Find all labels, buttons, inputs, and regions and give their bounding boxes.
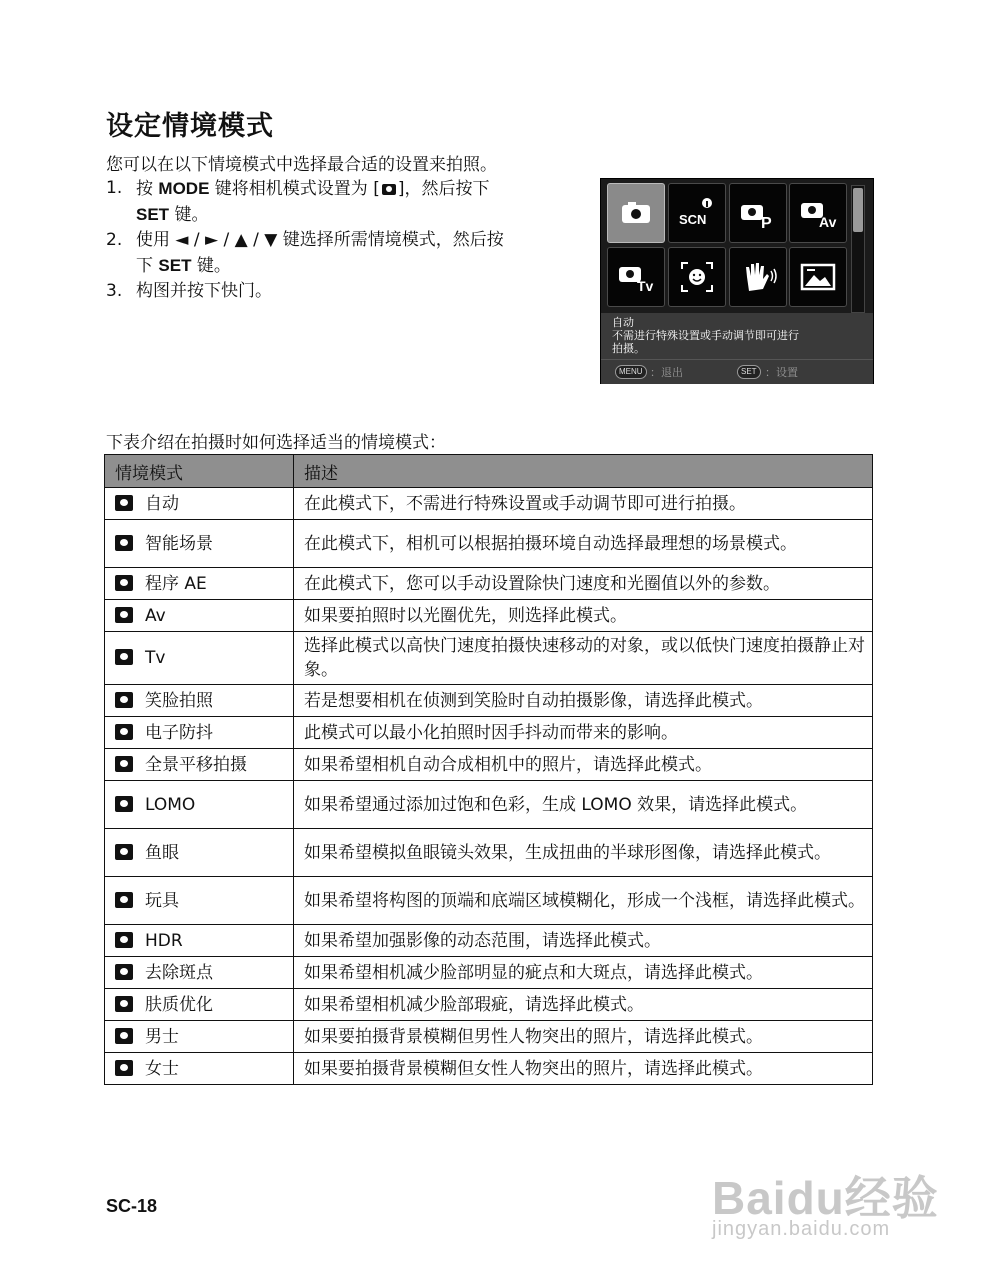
auto-icon: [115, 495, 133, 511]
desc-cell: 选择此模式以高快门速度拍摄快速移动的对象，或以低快门速度拍摄静止对象。: [294, 632, 873, 685]
step-text: 下: [136, 256, 159, 276]
mode-label: 笑脸拍照: [145, 690, 213, 711]
mode-key: MODE: [158, 179, 210, 198]
mode-cell: [105, 925, 294, 957]
mode-label: 玩具: [145, 890, 179, 911]
woman-icon: [115, 1060, 133, 1076]
hdr-icon: [115, 932, 133, 948]
scene-mode-table: [104, 454, 873, 1085]
mode-label: 鱼眼: [145, 842, 179, 863]
desc-cell: 如果希望相机减少脸部明显的疵点和大斑点，请选择此模式。: [294, 957, 873, 989]
table-header-row: [105, 455, 873, 488]
camera-screen: [600, 178, 874, 384]
av-icon: [115, 607, 133, 623]
auto-icon[interactable]: [607, 183, 665, 243]
table-row: [105, 685, 873, 717]
set-button[interactable]: SET: [737, 365, 761, 379]
desc-cell: 在此模式下，不需进行特殊设置或手动调节即可进行拍摄。: [294, 488, 873, 520]
set-label: ：设置: [765, 366, 798, 379]
desc-cell: 若是想要相机在侦测到笑脸时自动拍摄影像，请选择此模式。: [294, 685, 873, 717]
table-row: [105, 877, 873, 925]
desc-cell: 此模式可以最小化拍照时因手抖动而带来的影响。: [294, 717, 873, 749]
scroll-thumb[interactable]: [853, 188, 863, 232]
program-label: P: [761, 215, 772, 231]
mode-label: 女士: [145, 1058, 179, 1079]
panorama-icon[interactable]: [789, 247, 847, 307]
table-row: [105, 749, 873, 781]
mode-label: HDR: [145, 930, 183, 951]
step-text: 按: [136, 179, 159, 199]
page-title: 设定情境模式: [106, 111, 274, 142]
mode-cell: [105, 957, 294, 989]
table-row: [105, 989, 873, 1021]
table-row: [105, 829, 873, 877]
table-row: [105, 1021, 873, 1053]
smile-icon: [115, 692, 133, 708]
desc-line: 不需进行特殊设置或手动调节即可进行: [612, 329, 799, 342]
mode-label: 肤质优化: [145, 994, 213, 1015]
camera-footer: [601, 359, 873, 384]
mode-label: 程序 AE: [145, 573, 207, 594]
mode-cell: [105, 781, 294, 829]
camera-auto-icon: [382, 184, 396, 195]
steps-list: [106, 176, 586, 304]
scn-label: SCN: [679, 212, 707, 227]
step-text: 使用 ◄ / ► / ▲ / ▼ 键选择所需情境模式，然后按: [136, 230, 504, 250]
mode-cell: [105, 600, 294, 632]
step-text: 键将相机模式设置为 [: [209, 179, 380, 199]
desc-title: 自动: [612, 316, 634, 329]
mode-cell: [105, 488, 294, 520]
desc-cell: 如果要拍摄背景模糊但男性人物突出的照片，请选择此模式。: [294, 1021, 873, 1053]
av-label: Av: [819, 214, 837, 230]
desc-cell: 在此模式下，您可以手动设置除快门速度和光圈值以外的参数。: [294, 568, 873, 600]
mode-label: 智能场景: [145, 533, 213, 554]
blemish-icon: [115, 964, 133, 980]
menu-label: ：退出: [650, 366, 683, 379]
desc-cell: 如果希望将构图的顶端和底端区域模糊化，形成一个浅框，请选择此模式。: [294, 877, 873, 925]
scn-icon: [115, 535, 133, 551]
table-row: [105, 717, 873, 749]
program-icon[interactable]: [729, 183, 787, 243]
mode-label: Tv: [145, 648, 166, 668]
smile-icon[interactable]: [668, 247, 726, 307]
step-number: 1.: [106, 178, 123, 198]
program-icon: [115, 575, 133, 591]
mode-cell: [105, 1053, 294, 1085]
desc-cell: 如果要拍照时以光圈优先，则选择此模式。: [294, 600, 873, 632]
table-row: [105, 600, 873, 632]
table-row: [105, 520, 873, 568]
mode-description: [601, 313, 873, 359]
table-row: [105, 925, 873, 957]
mode-cell: [105, 632, 294, 685]
tv-icon[interactable]: [607, 247, 665, 307]
fisheye-icon: [115, 844, 133, 860]
step-text: ]，然后按下: [397, 179, 490, 199]
desc-line: 拍摄。: [612, 342, 645, 355]
lomo-icon: [115, 796, 133, 812]
step-3: [106, 279, 586, 304]
mode-label: 自动: [145, 493, 179, 514]
scrollbar[interactable]: [851, 185, 865, 313]
mode-label: 去除斑点: [145, 962, 213, 983]
step-number: 2.: [106, 230, 123, 250]
desc-cell: 如果希望模拟鱼眼镜头效果，生成扭曲的半球形图像，请选择此模式。: [294, 829, 873, 877]
step-text: 键。: [169, 205, 209, 225]
mode-cell: [105, 520, 294, 568]
skin-icon: [115, 996, 133, 1012]
step-1: [106, 176, 586, 228]
step-text: 键。: [191, 256, 231, 276]
man-icon: [115, 1028, 133, 1044]
table-row: [105, 781, 873, 829]
mode-label: LOMO: [145, 794, 196, 815]
hand-icon: [115, 724, 133, 740]
mode-cell: [105, 685, 294, 717]
mode-label: 全景平移拍摄: [145, 754, 247, 775]
table-row: [105, 1053, 873, 1085]
header-desc: 描述: [294, 455, 873, 488]
table-row: [105, 568, 873, 600]
table-row: [105, 488, 873, 520]
desc-cell: 如果要拍摄背景模糊但女性人物突出的照片，请选择此模式。: [294, 1053, 873, 1085]
desc-cell: 如果希望通过添加过饱和色彩，生成 LOMO 效果，请选择此模式。: [294, 781, 873, 829]
watermark-url: jingyan.baidu.com: [712, 1218, 891, 1240]
mode-label: Av: [145, 605, 166, 626]
mode-cell: [105, 717, 294, 749]
tv-label: Tv: [637, 278, 654, 294]
toy-icon: [115, 892, 133, 908]
tv-icon: [115, 649, 133, 665]
desc-cell: 在此模式下，相机可以根据拍摄环境自动选择最理想的场景模式。: [294, 520, 873, 568]
av-icon[interactable]: [789, 183, 847, 243]
table-row: [105, 957, 873, 989]
page-number: SC-18: [106, 1196, 158, 1216]
intro-text: 您可以在以下情境模式中选择最合适的设置来拍照。: [106, 155, 497, 175]
step-number: 3.: [106, 281, 123, 301]
scn-icon[interactable]: [668, 183, 726, 243]
hand-icon[interactable]: [729, 247, 787, 307]
mode-cell: [105, 989, 294, 1021]
mode-label: 电子防抖: [145, 722, 213, 743]
mode-cell: [105, 877, 294, 925]
table-caption: 下表介绍在拍摄时如何选择适当的情境模式：: [106, 433, 446, 453]
mode-cell: [105, 829, 294, 877]
menu-button[interactable]: MENU: [615, 365, 647, 379]
header-mode: 情境模式: [105, 455, 294, 488]
watermark: [712, 1162, 942, 1252]
step-text: 构图并按下快门。: [136, 281, 272, 301]
table-row: [105, 632, 873, 685]
mode-cell: [105, 568, 294, 600]
mode-cell: [105, 1021, 294, 1053]
set-key: SET: [136, 205, 170, 224]
set-key: SET: [158, 256, 192, 275]
panorama-icon: [115, 756, 133, 772]
desc-cell: 如果希望加强影像的动态范围，请选择此模式。: [294, 925, 873, 957]
desc-cell: 如果希望相机自动合成相机中的照片，请选择此模式。: [294, 749, 873, 781]
step-2: [106, 228, 586, 279]
mode-cell: [105, 749, 294, 781]
desc-cell: 如果希望相机减少脸部瑕疵，请选择此模式。: [294, 989, 873, 1021]
mode-label: 男士: [145, 1026, 179, 1047]
watermark-logo: Baidu经验: [712, 1172, 939, 1224]
